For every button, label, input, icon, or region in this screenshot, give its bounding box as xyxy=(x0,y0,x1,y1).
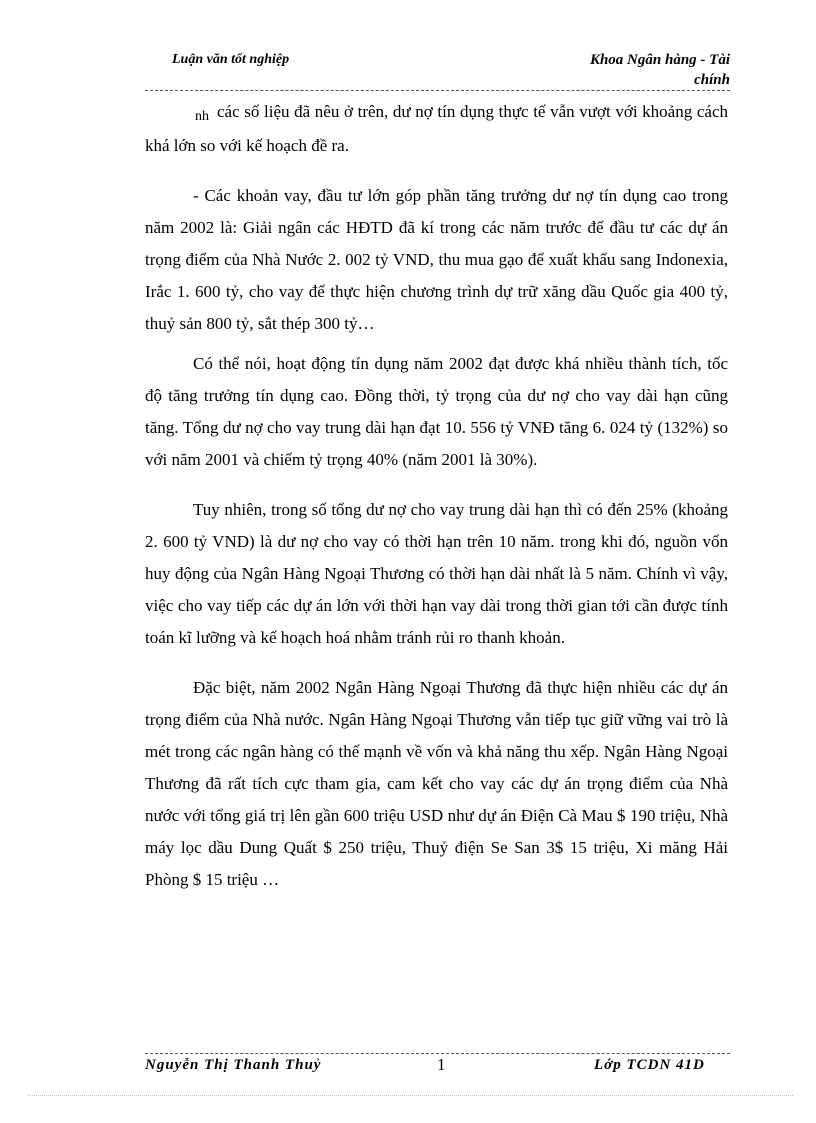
header-faculty: Khoa Ngân hàng - Tài chính xyxy=(589,52,730,88)
paragraph-3: Có thể nói, hoạt động tín dụng năm 2002 đạt được khá nhiều thành tích, tốc độ tăng trưởng tín dụng cao. Đồng thời, tỷ trọng của dư nợ cho vay dài hạn cũng tăng. Tổng dư nợ cho vay trung dài hạn đạt 10. 556 tỷ VNĐ tăng 6. 024 tỷ (132%) so với năm 2001 và chiếm tỷ trọng 40% (năm 2001 là 30%). xyxy=(145,354,728,469)
footer-divider xyxy=(145,1053,730,1054)
header-divider xyxy=(145,90,730,91)
footer-author: Nguyễn Thị Thanh Thuỷ xyxy=(145,1057,322,1073)
paragraph-5: Đặc biệt, năm 2002 Ngân Hàng Ngoại Thương đã thực hiện nhiều các dự án trọng điểm của Nhà nước. Ngân Hàng Ngoại Thương vẫn tiếp tục giữ vững vai trò là mét trong các ngân hàng có thế mạnh về vốn và khả năng thu xếp. Ngân Hàng Ngoại Thương đã rất tích cực tham gia, cam kết cho vay các dự án trọng điểm của Nhà nước với tổng giá trị lên gần 600 triệu USD như dự án Điện Cà Mau $ 190 triệu, Nhà máy lọc dầu Dung Quất $ 250 triệu, Thuỷ điện Se San 3$ 15 triệu, Xi măng Hải Phòng $ 15 triệu … xyxy=(145,678,728,889)
header-thesis-title: Luận văn tốt nghiệp xyxy=(172,52,290,67)
page-number: 1 xyxy=(437,1055,446,1074)
paragraph-4: Tuy nhiên, trong số tổng dư nợ cho vay trung dài hạn thì có đến 25% (khoảng 2. 600 tỷ VND) là dư nợ cho vay có thời hạn trên 10 năm. trong khi đó, nguồn vốn huy động của Ngân Hàng Ngoại Thương có thời hạn dài nhất là 5 năm. Chính vì vậy, việc cho vay tiếp các dự án lớn với thời hạn vay dài trong thời gian tới cần được tính toán kĩ lưỡng và kế hoạch hoá nhằm tránh rủi ro thanh khoản. xyxy=(145,500,728,647)
paragraph-2: - Các khoản vay, đầu tư lớn góp phần tăng trưởng dư nợ tín dụng cao trong năm 2002 là: Giải ngân các HĐTD đã kí trong các năm trước để đầu tư các dự án trọng điểm của Nhà Nước 2. 002 tỷ VND, thu mua gạo để xuất khẩu sang Indonexia, Irắc 1. 600 tỷ, cho vay để thực hiện chương trình dự trữ xăng dầu Quốc gia 400 tỷ, thuỷ sản 800 tỷ, sắt thép 300 tỷ… xyxy=(145,186,728,333)
footer-class: Lớp TCDN 41D xyxy=(594,1057,705,1073)
paragraph-1-fragment: nh xyxy=(195,109,209,124)
page-bottom-border xyxy=(28,1095,793,1096)
document-body xyxy=(145,96,728,896)
paragraph-1-text: các số liệu đã nêu ở trên, dư nợ tín dụng thực tế vẫn vượt với khoảng cách khá lớn so với kế hoạch đề ra. xyxy=(145,102,728,155)
paragraph-1 xyxy=(145,96,728,162)
